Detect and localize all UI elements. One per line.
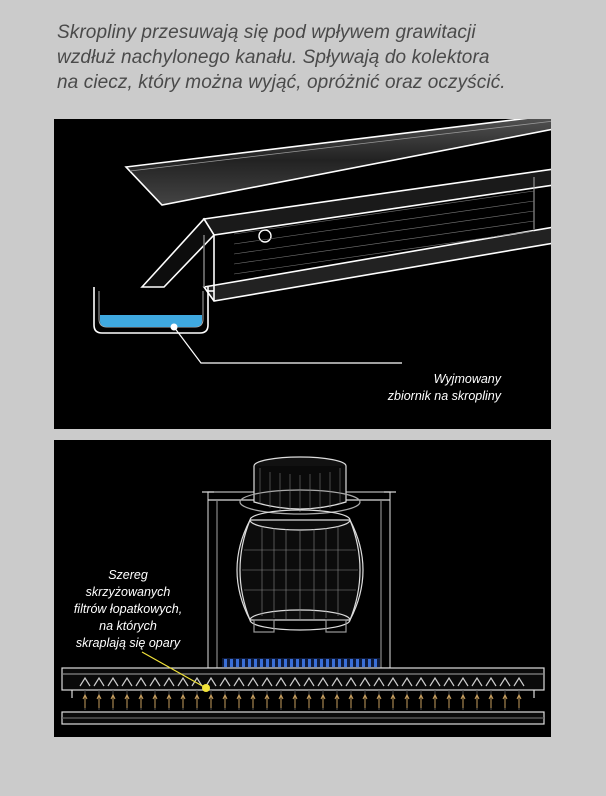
blue-bar [302,659,305,667]
blue-bar [296,659,299,667]
blue-bar [290,659,293,667]
filters-label-line-5: skraplają się opary [75,636,181,650]
liquid-fill [100,315,202,327]
panel-baffle-filters [54,440,551,737]
filters-label-line-3: filtrów łopatkowych, [73,602,183,616]
vapour-arrows [83,695,521,708]
blue-bar [338,659,341,667]
callout-dot [171,324,178,331]
caption-line-2: wzdłuż nachylonego kanału. Spływają do kolektora [57,47,490,68]
fan-blue-strip [222,658,380,668]
blue-bar [308,659,311,667]
blue-bar [350,659,353,667]
tank-label [388,371,501,405]
fan-cylinder [240,457,360,514]
blue-bar [362,659,365,667]
caption-line-1: Skropliny przesuwają się pod wpływem grawitacji [57,22,476,43]
filters-label-line-4: na których [99,619,157,633]
blue-bar [242,659,245,667]
blue-bar [254,659,257,667]
blue-bar [236,659,239,667]
callout-dot [202,684,210,692]
baffle-rail [62,668,544,724]
fan-wheel [237,510,363,632]
blue-bar [272,659,275,667]
tank-label-line-1: Wyjmowany [433,372,501,386]
blue-bar [326,659,329,667]
blue-bar [314,659,317,667]
removable-tank-drawing [94,287,214,333]
blue-bar [356,659,359,667]
blue-bar [266,659,269,667]
blue-bar [278,659,281,667]
blue-bar [368,659,371,667]
filters-label-line-2: skrzyżowanych [85,585,171,599]
filters-label [54,567,202,652]
filters-label-line-1: Szereg [108,568,148,582]
blue-bar [248,659,251,667]
caption [57,20,577,95]
blue-bar [374,659,377,667]
blue-bar [284,659,287,667]
callout-line [174,327,402,363]
blue-bar [230,659,233,667]
blue-bar [320,659,323,667]
blue-bar [260,659,263,667]
caption-line-3: na ciecz, który można wyjąć, opróżnić oraz oczyścić. [57,72,506,93]
blue-bar [332,659,335,667]
blue-bar [344,659,347,667]
tank-label-line-2: zbiornik na skropliny [387,389,501,403]
panel-gutter-tank [54,119,551,429]
blue-bar [224,659,227,667]
